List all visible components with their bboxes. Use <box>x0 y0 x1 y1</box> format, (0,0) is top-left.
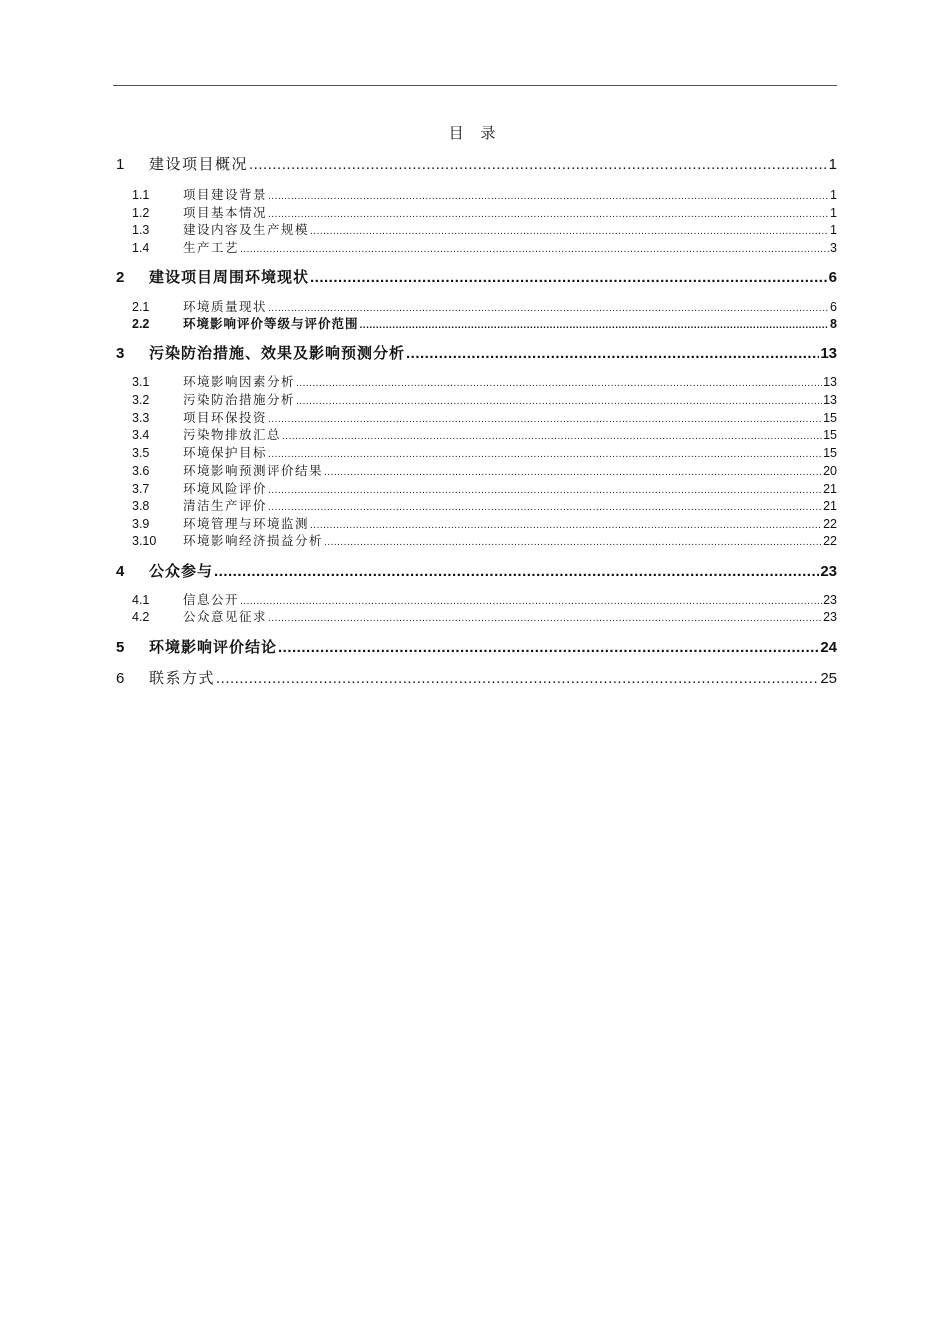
header-rule <box>113 85 837 86</box>
toc-entry[interactable] <box>113 425 837 443</box>
toc-entry[interactable] <box>113 636 837 657</box>
toc-entry[interactable] <box>113 496 837 514</box>
toc-entry-page: 13 <box>823 375 837 389</box>
toc-leader-dots <box>249 155 828 173</box>
toc-entry-number: 3.5 <box>132 446 150 460</box>
toc-entry-page: 6 <box>828 269 837 286</box>
toc-entry-number: 3.2 <box>132 393 150 407</box>
toc-entry-page: 15 <box>823 411 837 425</box>
toc-entry-page: 23 <box>823 610 837 624</box>
toc-entry-number: 3.7 <box>132 482 150 496</box>
toc-entry-page: 23 <box>820 563 837 580</box>
toc-leader-dots <box>268 609 822 624</box>
toc-entry-page: 20 <box>823 464 837 478</box>
toc-leader-dots <box>282 427 822 442</box>
toc-entry[interactable] <box>113 342 837 363</box>
toc-entry-number: 3.3 <box>132 411 150 425</box>
toc-entry-label: 项目基本情况 <box>183 205 268 220</box>
toc-entry-label: 污染防治措施、效果及影响预测分析 <box>149 344 406 362</box>
toc-leader-dots <box>268 481 822 496</box>
toc-entry[interactable] <box>113 514 837 532</box>
toc-entry-number: 4.1 <box>132 593 150 607</box>
toc-entry-number: 1.1 <box>132 188 150 202</box>
toc-entry-page: 22 <box>823 517 837 531</box>
toc-entry[interactable] <box>113 667 837 688</box>
toc-entry-page: 21 <box>823 482 837 496</box>
toc-entry-label: 联系方式 <box>149 669 216 687</box>
toc-entry-page: 15 <box>823 428 837 442</box>
toc-entry-page: 1 <box>830 206 837 220</box>
toc-entry[interactable] <box>113 185 837 203</box>
toc-entry-number: 1.2 <box>132 206 150 220</box>
toc-entry-number: 2 <box>116 269 125 286</box>
toc-leader-dots <box>216 669 819 687</box>
toc-entry-page: 1 <box>830 223 837 237</box>
toc-leader-dots <box>268 498 822 513</box>
toc-entry-label: 信息公开 <box>183 592 240 607</box>
toc-entry-label: 环境影响经济损益分析 <box>183 533 324 548</box>
toc-entry[interactable] <box>113 590 837 608</box>
toc-leader-dots <box>324 463 822 478</box>
toc-entry[interactable] <box>113 461 837 479</box>
toc-leader-dots <box>268 410 822 425</box>
toc-entry[interactable] <box>113 408 837 426</box>
toc-entry-label: 建设内容及生产规模 <box>183 222 310 237</box>
toc-entry[interactable] <box>113 297 837 315</box>
toc-leader-dots <box>268 445 822 460</box>
toc-entry-label: 清洁生产评价 <box>183 498 268 513</box>
toc-entry-label: 公众参与 <box>149 562 214 580</box>
toc-entry-label: 环境影响评价结论 <box>149 638 278 656</box>
toc-entry[interactable] <box>113 314 837 332</box>
toc-entry-number: 1 <box>116 156 125 173</box>
toc-entry-number: 4 <box>116 563 125 580</box>
toc-entry-page: 8 <box>830 317 837 331</box>
toc-entry-label: 环境保护目标 <box>183 445 268 460</box>
toc-entry-number: 2.2 <box>132 317 150 331</box>
toc-entry[interactable] <box>113 203 837 221</box>
toc-leader-dots <box>268 205 829 220</box>
toc-leader-dots <box>406 344 819 362</box>
toc-leader-dots <box>360 316 830 331</box>
toc-entry[interactable] <box>113 443 837 461</box>
toc-entry-page: 15 <box>823 446 837 460</box>
toc-entry-number: 6 <box>116 670 125 687</box>
toc-entry-page: 1 <box>830 188 837 202</box>
toc-leader-dots <box>296 392 822 407</box>
toc-entry[interactable] <box>113 220 837 238</box>
toc-leader-dots <box>268 299 829 314</box>
toc-leader-dots <box>310 222 829 237</box>
toc-entry-page: 23 <box>823 593 837 607</box>
toc-entry-label: 建设项目周围环境现状 <box>149 268 310 286</box>
toc-entry[interactable] <box>113 153 837 174</box>
toc-entry-label: 环境管理与环境监测 <box>183 516 310 531</box>
toc-entry-label: 环境质量现状 <box>183 299 268 314</box>
toc-entry[interactable] <box>113 607 837 625</box>
toc-entry-label: 生产工艺 <box>183 240 240 255</box>
toc-entry-number: 3.10 <box>132 534 157 548</box>
toc-entry-label: 环境风险评价 <box>183 481 268 496</box>
toc-entry-label: 项目环保投资 <box>183 410 268 425</box>
toc-entry-page: 13 <box>823 393 837 407</box>
toc-entry[interactable] <box>113 238 837 256</box>
toc-leader-dots <box>278 638 819 656</box>
toc-entry-number: 1.3 <box>132 223 150 237</box>
toc-entry-label: 污染物排放汇总 <box>183 427 282 442</box>
toc-entry-number: 3.9 <box>132 517 150 531</box>
toc-entry-page: 25 <box>820 670 837 687</box>
toc-entry-number: 2.1 <box>132 300 150 314</box>
toc-entry-page: 21 <box>823 499 837 513</box>
toc-entry-page: 13 <box>820 345 837 362</box>
toc-entry-page: 22 <box>823 534 837 548</box>
toc-entry-label: 环境影响预测评价结果 <box>183 463 324 478</box>
toc-entry-number: 3.1 <box>132 375 150 389</box>
toc-entry-number: 4.2 <box>132 610 150 624</box>
toc-entry-label: 建设项目概况 <box>149 155 249 173</box>
toc-entry-page: 24 <box>820 639 837 656</box>
toc-leader-dots <box>268 187 829 202</box>
toc-leader-dots <box>240 592 822 607</box>
toc-leader-dots <box>310 516 822 531</box>
toc-entry-number: 3 <box>116 345 125 362</box>
toc-entry-number: 1.4 <box>132 241 150 255</box>
toc-leader-dots <box>296 374 822 389</box>
toc-entry-number: 3.4 <box>132 428 150 442</box>
toc-entry-number: 5 <box>116 639 125 656</box>
toc-entry-label: 污染防治措施分析 <box>183 392 296 407</box>
toc-entry-page: 3 <box>830 241 837 255</box>
toc-entry[interactable] <box>113 531 837 549</box>
toc-entry-label: 项目建设背景 <box>183 187 268 202</box>
toc-entry[interactable] <box>113 266 837 287</box>
toc-leader-dots <box>240 240 829 255</box>
toc-entry[interactable] <box>113 390 837 408</box>
toc-entry[interactable] <box>113 479 837 497</box>
toc-entry-number: 3.8 <box>132 499 150 513</box>
toc-entry-label: 环境影响因素分析 <box>183 374 296 389</box>
toc-leader-dots <box>324 533 822 548</box>
toc-entry-label: 环境影响评价等级与评价范围 <box>183 316 359 331</box>
toc-leader-dots <box>310 268 828 286</box>
toc-leader-dots <box>214 562 819 580</box>
toc-entry[interactable] <box>113 372 837 390</box>
toc-entry-page: 1 <box>828 156 837 173</box>
toc-entry-page: 6 <box>830 300 837 314</box>
toc-entry[interactable] <box>113 560 837 581</box>
toc-entry-number: 3.6 <box>132 464 150 478</box>
toc-title: 目 录 <box>448 124 502 142</box>
toc-entry-label: 公众意见征求 <box>183 609 268 624</box>
